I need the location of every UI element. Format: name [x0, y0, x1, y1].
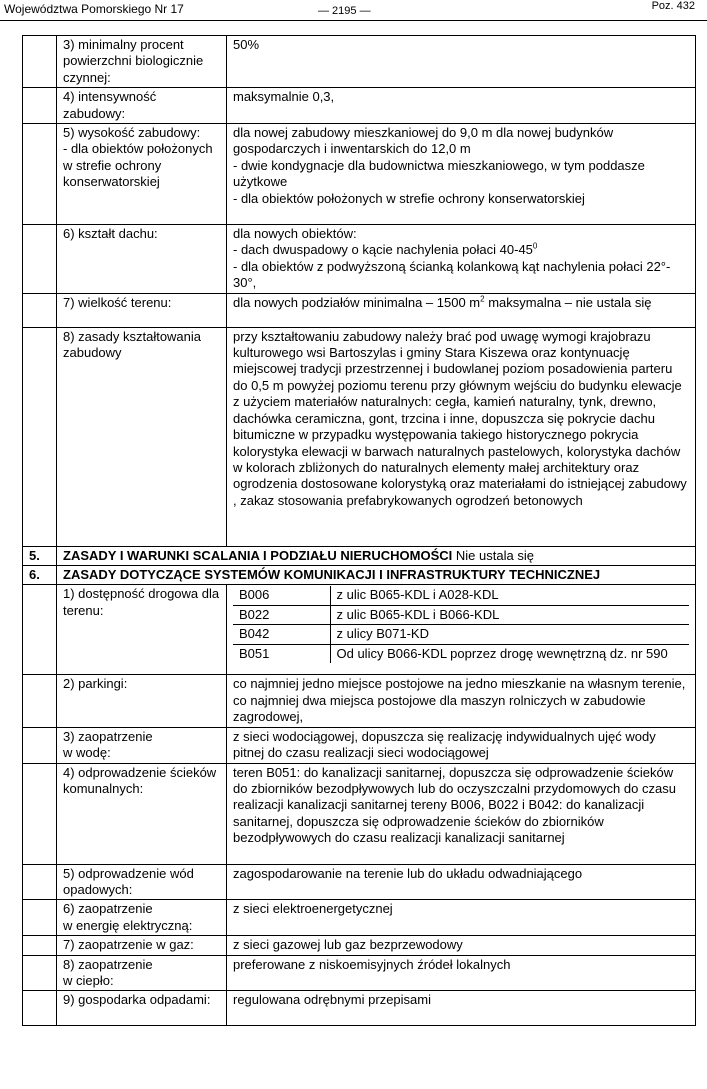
row-label: 4) intensywność zabudowy:: [57, 88, 227, 124]
row-value: dla nowych obiektów: - dach dwuspadowy o kącie nachylenia połaci $40-45^0$ - dla obiektów z podwyższoną ścianką kolankową kąt nachylenia połaci 22°- 30°,: [227, 225, 696, 294]
row-value: 50%: [227, 36, 696, 88]
access-row: [233, 625, 689, 644]
table-row: [23, 88, 696, 124]
row-label: 9) gospodarka odpadami:: [57, 991, 227, 1026]
row-label: 8) zaopatrzenie w ciepło:: [57, 955, 227, 991]
table-row: [23, 293, 696, 327]
table-row: [23, 864, 696, 900]
access-cell: [227, 585, 696, 675]
page-number: — 2195 —: [318, 5, 371, 17]
row-label: 1) dostępność drogowa dla terenu:: [57, 585, 227, 675]
table-row: [23, 727, 696, 763]
section-row: [23, 566, 696, 585]
row-value: co najmniej jedno miejsce postojowe na jedno mieszkanie na własnym terenie, co najmniej dwa miejsca postojowe dla maszyn rolniczych w zabudowie zagrodowej,: [227, 675, 696, 727]
row-label: 3) minimalny procent powierzchni biologicznie czynnej:: [57, 36, 227, 88]
header-rule: [0, 20, 707, 21]
row-label: 8) zasady kształtowania zabudowy: [57, 327, 227, 546]
regulation-table: [22, 35, 696, 1026]
table-row: [23, 991, 696, 1026]
access-code: B042: [233, 625, 330, 644]
row-label: 5) wysokość zabudowy: - dla obiektów położonych w strefie ochrony konserwatorskiej: [57, 124, 227, 225]
section-title: ZASADY I WARUNKI SCALANIA I PODZIAŁU NIERUCHOMOŚCI Nie ustala się: [57, 546, 696, 565]
table-row: [23, 936, 696, 955]
row-value: z sieci elektroenergetycznej: [227, 900, 696, 936]
row-label: 7) wielkość terenu:: [57, 293, 227, 327]
table-row: [23, 327, 696, 546]
section-number: 5.: [23, 546, 57, 565]
table-row: [23, 763, 696, 864]
row-label: 3) zaopatrzenie w wodę:: [57, 727, 227, 763]
access-road: z ulicy B071-KD: [330, 625, 689, 644]
table-row: [23, 900, 696, 936]
page-header: [0, 0, 707, 22]
table-row: [23, 225, 696, 294]
table-row: [23, 675, 696, 727]
row-value: zagospodarowanie na terenie lub do układu odwadniającego: [227, 864, 696, 900]
row-value: regulowana odrębnymi przepisami: [227, 991, 696, 1026]
journal-title: Województwa Pomorskiego Nr 17: [4, 2, 184, 16]
access-road: Od ulicy B066-KDL poprzez drogę wewnętrzną dz. nr 590: [330, 644, 689, 663]
row-label: 6) kształt dachu:: [57, 225, 227, 294]
row-value: z sieci wodociągowej, dopuszcza się realizację indywidualnych ujęć wody pitnej do czasu realizacji sieci wodociągowej: [227, 727, 696, 763]
row-label: 4) odprowadzenie ścieków komunalnych:: [57, 763, 227, 864]
row-value: z sieci gazowej lub gaz bezprzewodowy: [227, 936, 696, 955]
table-row: [23, 585, 696, 675]
row-label: 2) parkingi:: [57, 675, 227, 727]
access-row: [233, 605, 689, 624]
access-table: [233, 586, 689, 663]
access-row: [233, 644, 689, 663]
table-row: [23, 36, 696, 88]
row-label: 7) zaopatrzenie w gaz:: [57, 936, 227, 955]
access-road: z ulic B065-KDL i B066-KDL: [330, 605, 689, 624]
row-label: 5) odprowadzenie wód opadowych:: [57, 864, 227, 900]
row-value: preferowane z niskoemisyjnych źródeł lokalnych: [227, 955, 696, 991]
row-value: dla nowej zabudowy mieszkaniowej do 9,0 m dla nowej budynków gospodarczych i inwentarskich do 12,0 m - dwie kondygnacje dla budownictwa mieszkaniowego, w tym poddasze użytkowe - dla obiektów położonych w strefie ochrony konserwatorskiej: [227, 124, 696, 225]
access-code: B022: [233, 605, 330, 624]
section-row: [23, 546, 696, 565]
row-label: 6) zaopatrzenie w energię elektryczną:: [57, 900, 227, 936]
row-value: teren B051: do kanalizacji sanitarnej, dopuszcza się odprowadzenie ścieków do zbiorników bezodpływowych lub do oczyszczalni przydomowych do czasu realizacji kanalizacji sanitarnej tereny B006, B022 i B042: do kanalizacji sanitarnej, dopuszcza się odprowadzenie ścieków do zbiorników bezodpływowych do czasu realizacji kanalizacji sanitarnej: [227, 763, 696, 864]
row-value: przy kształtowaniu zabudowy należy brać pod uwagę wymogi krajobrazu kulturowego wsi Bartoszylas i gminy Stara Kiszewa oraz kontynuację miejscowej tradycji przestrzennej i budowlanej poziom posadowienia parteru do 0,5 m powyżej poziomu terenu przy głównym wejściu do budynku elewacje z użyciem materiałów naturalnych: cegła, kamień naturalny, tynk, drewno, dachówka ceramiczna, gont, trzcina i inne, dopuszcza się pokrycie dachu bitumiczne w przypadku występowania takiego historycznego pokrycia kolorystyka elewacji w barwach naturalnych pastelowych, kolorystyka dachów w kolorach zbliżonych do naturalnych elementy małej architektury oraz ogrodzenia dostosowane kolorystyką oraz materiałami do istniejącej zabudowy , zakaz stosowania prefabrykowanych ogrodzeń betonowych: [227, 327, 696, 546]
table-row: [23, 955, 696, 991]
access-road: z ulic B065-KDL i A028-KDL: [330, 586, 689, 605]
table-row: [23, 124, 696, 225]
row-value: maksymalnie 0,3,: [227, 88, 696, 124]
section-number: 6.: [23, 566, 57, 585]
position-number: Poz. 432: [651, 0, 695, 12]
section-title: ZASADY DOTYCZĄCE SYSTEMÓW KOMUNIKACJI I INFRASTRUKTURY TECHNICZNEJ: [57, 566, 696, 585]
access-row: [233, 586, 689, 605]
row-value: dla nowych podziałów minimalna – 1500 $m^2$ maksymalna – nie ustala się: [227, 293, 696, 327]
access-code: B006: [233, 586, 330, 605]
access-code: B051: [233, 644, 330, 663]
